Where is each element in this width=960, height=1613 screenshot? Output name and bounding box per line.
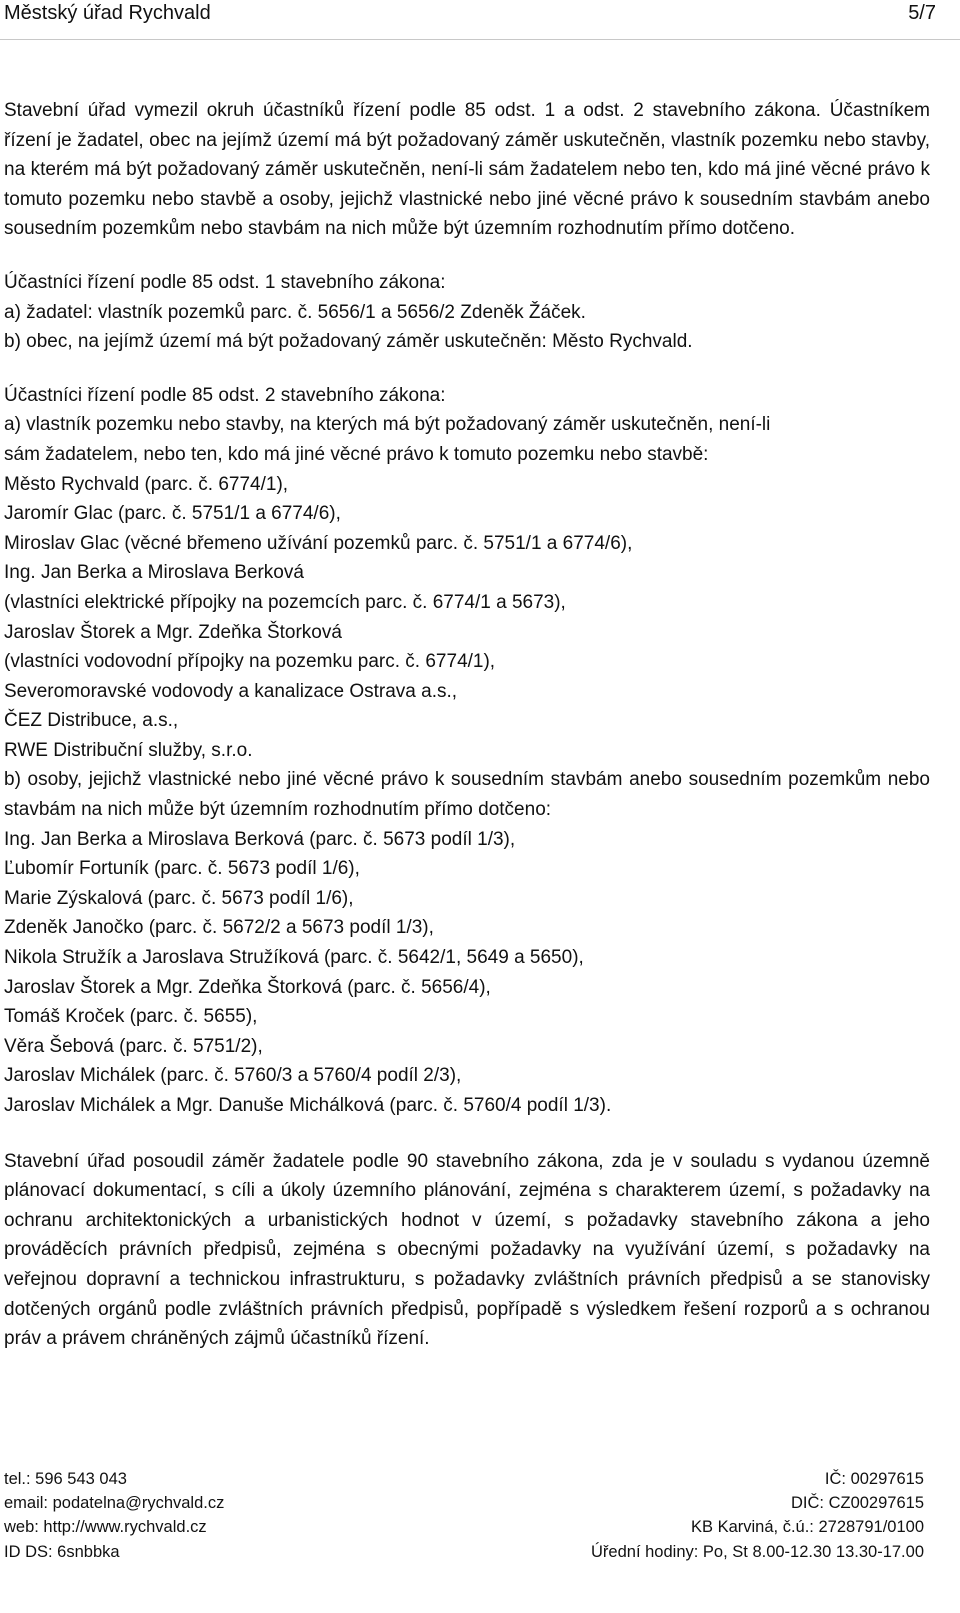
participant-line: Severomoravské vodovody a kanalizace Ostrava a.s., — [4, 680, 458, 702]
section-line: a) vlastník pozemku nebo stavby, na kterých má být požadovaný záměr uskutečněn, není-li — [4, 414, 771, 436]
page-footer — [4, 1467, 924, 1564]
footer-data-box: ID DS: 6snbbka — [4, 1542, 120, 1561]
section-line: sám žadatelem, nebo ten, kdo má jiné věcné právo k tomuto pozemku nebo stavbě: — [4, 443, 709, 465]
spacer — [4, 357, 930, 381]
neighbour-line: Jaroslav Štorek a Mgr. Zdeňka Štorková (parc. č. 5656/4), — [4, 976, 491, 998]
footer-office-hours: Úřední hodiny: Po, St 8.00-12.30 13.30-17.00 — [591, 1542, 924, 1561]
page-number: 5/7 — [908, 2, 936, 24]
footer-row — [4, 1491, 924, 1515]
footer-ic: IČ: 00297615 — [824, 1470, 924, 1488]
footer-web: web: http://www.rychvald.cz — [4, 1518, 207, 1537]
participant-line: Jaromír Glac (parc. č. 5751/1 a 6774/6), — [4, 503, 341, 525]
office-name: Městský úřad Rychvald — [4, 2, 211, 24]
neighbour-line: Zdeněk Janočko (parc. č. 5672/2 a 5673 podíl 1/3), — [4, 917, 434, 939]
participant-line: ČEZ Distribuce, a.s., — [4, 710, 179, 732]
footer-dic: DIČ: CZ00297615 — [791, 1494, 924, 1513]
neighbour-line: Nikola Stružík a Jaroslava Stružíková (parc. č. 5642/1, 5649 a 5650), — [4, 947, 584, 969]
neighbour-line: Věra Šebová (parc. č. 5751/2), — [4, 1035, 263, 1057]
neighbours-paragraph: b) osoby, jejichž vlastnické nebo jiné věcné právo k sousedním stavbám anebo sousedním pozemkům nebo stavbám na nich může být územním rozhodnutím přímo dotčeno: — [4, 769, 930, 821]
section-line: Účastníci řízení podle 85 odst. 1 stavebního zákona: — [4, 271, 446, 293]
neighbour-line: Ing. Jan Berka a Miroslava Berková (parc. č. 5673 podíl 1/3), — [4, 828, 516, 850]
document-body — [4, 96, 930, 1354]
section-85-1 — [4, 268, 930, 357]
neighbour-line: Ľubomír Fortuník (parc. č. 5673 podíl 1/6), — [4, 858, 360, 880]
page-header — [0, 0, 960, 40]
footer-email: email: podatelna@rychvald.cz — [4, 1494, 225, 1513]
participant-line: RWE Distribuční služby, s.r.o. — [4, 739, 253, 761]
neighbour-line: Jaroslav Michálek (parc. č. 5760/3 a 5760/4 podíl 2/3), — [4, 1065, 462, 1087]
section-line: b) obec, na jejímž území má být požadovaný záměr uskutečněn: Město Rychvald. — [4, 331, 693, 353]
footer-row — [4, 1540, 924, 1564]
section-line: a) žadatel: vlastník pozemků parc. č. 5656/1 a 5656/2 Zdeněk Žáček. — [4, 301, 586, 323]
footer-row — [4, 1467, 924, 1491]
participants-intro-paragraph: Stavební úřad vymezil okruh účastníků řízení podle 85 odst. 1 a odst. 2 stavebního zákona. Účastníkem řízení je žadatel, obec na jejímž území má být požadovaný záměr uskutečněn, vlastník pozemku nebo stavby, na kterém má být požadovaný záměr uskutečněn, není-li sám žadatelem nebo ten, kdo má jiné věcné právo k tomuto pozemku nebo stavbě a osoby, jejichž vlastnické nebo jiné věcné právo k sousedním stavbám anebo sousedním pozemkům nebo stavbám na nich může být územním rozhodnutím přímo dotčeno. — [4, 100, 930, 240]
section-85-2 — [4, 381, 930, 1121]
participant-line: Ing. Jan Berka a Miroslava Berková — [4, 562, 304, 584]
spacer — [4, 1121, 930, 1147]
neighbour-line: Tomáš Kroček (parc. č. 5655), — [4, 1006, 258, 1028]
footer-bank-account: KB Karviná, č.ú.: 2728791/0100 — [691, 1518, 924, 1537]
footer-phone: tel.: 596 543 043 — [4, 1470, 127, 1488]
participant-line: (vlastníci vodovodní přípojky na pozemku parc. č. 6774/1), — [4, 651, 496, 673]
participant-line: Miroslav Glac (věcné břemeno užívání pozemků parc. č. 5751/1 a 6774/6), — [4, 532, 633, 554]
participant-line: Město Rychvald (parc. č. 6774/1), — [4, 473, 289, 495]
assessment-paragraph: Stavební úřad posoudil záměr žadatele podle 90 stavebního zákona, zda je v souladu s vydanou územně plánovací dokumentací, s cíli a úkoly územního plánování, zejména s charakterem území, s požadavky na ochranu architektonických a urbanistických hodnot v území, s požadavky stavebního zákona a jeho prováděcích právních předpisů, zejména s obecnými požadavky na využívání území, s požadavky na veřejnou dopravní a technickou infrastrukturu, s požadavky zvláštních právních předpisů a se stanovisky dotčených orgánů podle zvláštních právních předpisů, popřípadě s výsledkem řešení rozporů a s ochranou práv a právem chráněných zájmů účastníků řízení. — [4, 1150, 930, 1350]
neighbour-line: Jaroslav Michálek a Mgr. Danuše Michálková (parc. č. 5760/4 podíl 1/3). — [4, 1095, 612, 1116]
section-line: Účastníci řízení podle 85 odst. 2 stavebního zákona: — [4, 384, 446, 406]
participant-line: Jaroslav Štorek a Mgr. Zdeňka Štorková — [4, 621, 342, 643]
neighbour-line: Marie Zýskalová (parc. č. 5673 podíl 1/6), — [4, 887, 354, 909]
participant-line: (vlastníci elektrické přípojky na pozemcích parc. č. 6774/1 a 5673), — [4, 591, 566, 613]
spacer — [4, 244, 930, 268]
footer-row — [4, 1515, 924, 1539]
